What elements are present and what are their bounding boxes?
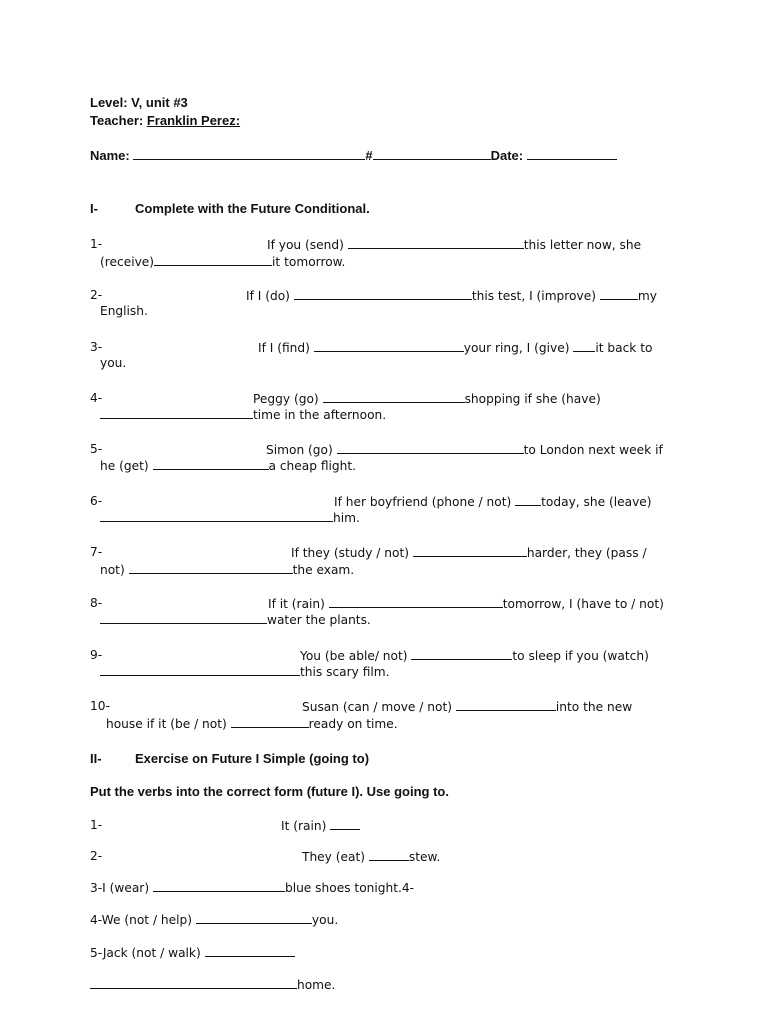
item-line-a: [90, 879, 414, 896]
item-text: this test, I (improve): [471, 289, 600, 303]
answer-blank[interactable]: [456, 698, 556, 711]
item-text: this scary film.: [300, 665, 390, 679]
item-number: 3-: [90, 340, 103, 354]
answer-blank[interactable]: [100, 509, 333, 522]
item-text: If I (find): [258, 341, 314, 355]
item-text: into the new: [555, 700, 633, 714]
answer-blank[interactable]: [329, 595, 503, 608]
item-line-b: [106, 715, 398, 732]
answer-blank[interactable]: [330, 817, 360, 830]
item-line-a: [300, 647, 649, 664]
item-text: my: [637, 289, 657, 303]
item-text: you.: [311, 913, 339, 927]
answer-blank[interactable]: [100, 611, 267, 624]
section2-instruction: Put the verbs into the correct form (future I). Use going to.: [90, 784, 449, 799]
item-text: shopping if she (have): [464, 392, 601, 406]
item-text: harder, they (pass /: [526, 546, 647, 560]
date-blank[interactable]: [527, 147, 617, 160]
answer-blank[interactable]: [100, 663, 300, 676]
item-line-a: [267, 236, 641, 253]
item-text: the exam.: [292, 563, 355, 577]
answer-blank[interactable]: [369, 848, 409, 861]
item-text: You (be able/ not): [300, 649, 412, 663]
answer-blank[interactable]: [337, 441, 524, 454]
item-text: your ring, I (give): [463, 341, 574, 355]
item-line-b: [100, 253, 345, 270]
item-text: If I (do): [246, 289, 294, 303]
item-line-b: [90, 976, 335, 993]
answer-blank[interactable]: [413, 544, 527, 557]
answer-blank[interactable]: [573, 339, 595, 352]
teacher-name: Franklin Perez:: [146, 113, 241, 128]
answer-blank[interactable]: [323, 390, 465, 403]
item-number: 10-: [90, 699, 110, 713]
section2-title: Exercise on Future I Simple (going to): [135, 751, 370, 766]
section2-number: II-: [90, 751, 102, 766]
answer-blank[interactable]: [294, 287, 472, 300]
item-text: 4-We (not / help): [90, 913, 196, 927]
item-text: It (rain): [281, 819, 331, 833]
hash-label: #: [365, 148, 373, 163]
item-number: 8-: [90, 596, 103, 610]
item-text: it tomorrow.: [272, 255, 346, 269]
item-line-a: [266, 441, 663, 458]
item-text: If you (send): [267, 238, 348, 252]
item-text: They (eat): [302, 850, 369, 864]
item-line-a: [90, 944, 295, 961]
item-text: stew.: [408, 850, 441, 864]
level-line: Level: V, unit #3: [90, 95, 188, 110]
item-line-b: [100, 406, 386, 423]
item-text: him.: [333, 511, 360, 525]
item-text: 3-I (wear): [90, 881, 153, 895]
item-line-a: [302, 848, 440, 865]
item-number: 1-: [90, 237, 103, 251]
answer-blank[interactable]: [205, 944, 295, 957]
item-text: If it (rain): [268, 597, 329, 611]
item-text: a cheap flight.: [268, 459, 357, 473]
answer-blank[interactable]: [411, 647, 512, 660]
item-line-a: [291, 544, 647, 561]
item-text: If her boyfriend (phone / not): [334, 495, 516, 509]
item-number: 1-: [90, 818, 103, 832]
name-label: Name:: [90, 148, 134, 163]
item-line-b: [100, 663, 390, 680]
item-text: he (get): [100, 459, 153, 473]
item-text: not): [100, 563, 129, 577]
answer-blank[interactable]: [100, 406, 253, 419]
item-text: it back to: [595, 341, 653, 355]
item-line-a: [302, 698, 632, 715]
item-line-a: [90, 911, 338, 928]
item-line-b: [100, 457, 356, 474]
item-line-a: [334, 493, 652, 510]
item-line-b: [100, 561, 354, 578]
item-line-a: [281, 817, 360, 834]
item-text: ready on time.: [308, 717, 398, 731]
item-text: Simon (go): [266, 443, 337, 457]
item-number: 4-: [90, 391, 103, 405]
answer-blank[interactable]: [314, 339, 464, 352]
item-text: Susan (can / move / not): [302, 700, 456, 714]
answer-blank[interactable]: [348, 236, 524, 249]
item-text: 5-Jack (not / walk): [90, 946, 205, 960]
answer-blank[interactable]: [153, 457, 269, 470]
number-blank[interactable]: [373, 147, 491, 160]
answer-blank[interactable]: [90, 976, 297, 989]
item-text: If they (study / not): [291, 546, 413, 560]
name-line: [90, 147, 617, 164]
answer-blank[interactable]: [231, 715, 309, 728]
answer-blank[interactable]: [600, 287, 638, 300]
item-number: 9-: [90, 648, 103, 662]
answer-blank[interactable]: [515, 493, 541, 506]
item-line-b: [100, 509, 360, 526]
answer-blank[interactable]: [153, 879, 285, 892]
item-number: 7-: [90, 545, 103, 559]
item-text: house if it (be / not): [106, 717, 231, 731]
item-text: home.: [297, 978, 336, 992]
item-number: 5-: [90, 442, 103, 456]
answer-blank[interactable]: [196, 911, 312, 924]
item-number: 2-: [90, 849, 103, 863]
item-text: Peggy (go): [253, 392, 323, 406]
date-label: Date:: [490, 148, 527, 163]
item-text: to London next week if: [523, 443, 663, 457]
item-number: 6-: [90, 494, 103, 508]
answer-blank[interactable]: [129, 561, 293, 574]
item-line-a: [246, 287, 657, 304]
item-text: tomorrow, I (have to / not): [502, 597, 664, 611]
item-text: blue shoes tonight.4-: [284, 881, 415, 895]
item-line-b: [100, 611, 371, 628]
answer-blank[interactable]: [154, 253, 272, 266]
item-line-b: you.: [100, 356, 127, 370]
item-text: today, she (leave): [541, 495, 652, 509]
item-text: water the plants.: [267, 613, 371, 627]
section1-title: Complete with the Future Conditional.: [135, 201, 370, 216]
section1-number: I-: [90, 201, 98, 216]
item-number: 2-: [90, 288, 103, 302]
item-line-b: English.: [100, 304, 148, 318]
item-text: to sleep if you (watch): [512, 649, 649, 663]
item-line-a: [268, 595, 664, 612]
teacher-label: Teacher:: [90, 113, 147, 128]
item-text: (receive): [100, 255, 155, 269]
teacher-line: [90, 113, 240, 129]
item-line-a: [253, 390, 601, 407]
item-text: this letter now, she: [523, 238, 642, 252]
item-line-a: [258, 339, 652, 356]
item-text: time in the afternoon.: [253, 408, 387, 422]
name-blank[interactable]: [133, 147, 365, 160]
